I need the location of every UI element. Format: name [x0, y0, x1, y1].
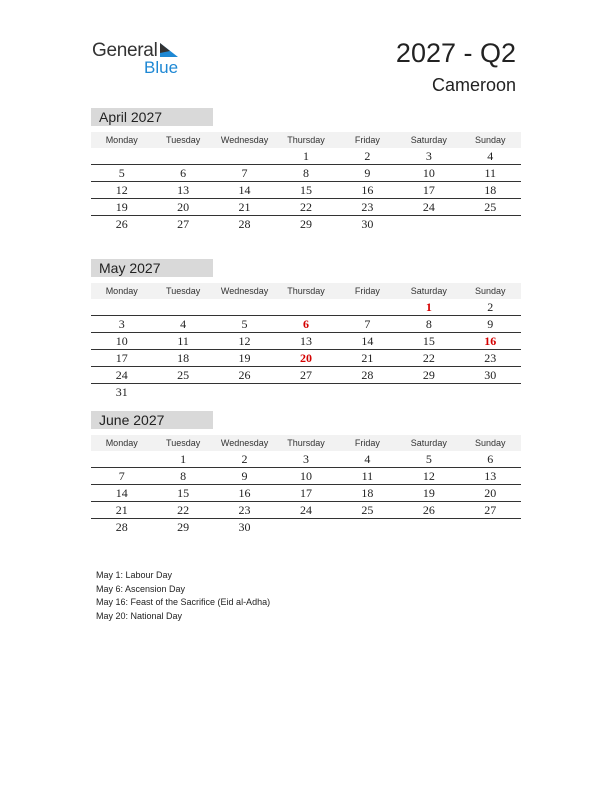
weekday-header: Friday	[337, 435, 398, 451]
day-cell: 16	[460, 333, 521, 350]
day-cell: 6	[460, 451, 521, 468]
logo-text-general: General	[92, 40, 158, 61]
weekday-header: Saturday	[398, 435, 459, 451]
day-cell: 3	[91, 316, 152, 333]
day-cell: 24	[398, 199, 459, 216]
day-cell: 22	[398, 350, 459, 367]
empty-day-cell	[398, 519, 459, 536]
day-cell: 23	[460, 350, 521, 367]
empty-day-cell	[275, 519, 336, 536]
weekday-header: Sunday	[460, 132, 521, 148]
weekday-header: Wednesday	[214, 132, 275, 148]
empty-day-cell	[152, 299, 213, 316]
day-cell: 6	[275, 316, 336, 333]
week-row	[91, 216, 521, 233]
day-cell: 27	[177, 217, 190, 231]
day-cell: 15	[152, 485, 213, 502]
day-cell: 21	[337, 350, 398, 367]
empty-day-cell	[460, 216, 521, 233]
day-cell: 27	[275, 367, 336, 384]
empty-day-cell	[152, 384, 213, 401]
week-row	[91, 182, 521, 199]
page-title: 2027 - Q2	[395, 38, 516, 68]
empty-day-cell	[214, 384, 275, 401]
empty-day-cell	[398, 384, 459, 401]
weekday-header: Wednesday	[214, 435, 275, 451]
day-cell: 18	[460, 182, 521, 199]
week-row	[91, 384, 521, 401]
weekday-header: Tuesday	[152, 283, 213, 299]
week-row	[91, 502, 521, 519]
weekday-header: Saturday	[398, 132, 459, 148]
day-cell: 19	[91, 199, 152, 216]
day-cell: 18	[337, 485, 398, 502]
day-cell: 8	[275, 165, 336, 182]
empty-day-cell	[398, 216, 459, 233]
day-cell: 8	[152, 468, 213, 485]
month-calendar-may	[91, 259, 521, 400]
empty-day-cell	[214, 148, 275, 165]
weekday-header: Wednesday	[214, 283, 275, 299]
day-cell: 17	[398, 182, 459, 199]
day-cell: 20	[460, 485, 521, 502]
empty-day-cell	[91, 148, 152, 165]
day-cell: 5	[91, 165, 152, 182]
empty-day-cell	[275, 299, 336, 316]
day-cell: 11	[152, 333, 213, 350]
day-cell: 26	[398, 502, 459, 519]
day-cell: 3	[398, 148, 459, 165]
country-name: Cameroon	[431, 75, 516, 95]
day-cell: 21	[214, 199, 275, 216]
day-cell: 9	[337, 165, 398, 182]
weekday-header: Thursday	[275, 435, 336, 451]
month-title: May 2027	[91, 259, 213, 277]
day-cell: 15	[275, 182, 336, 199]
empty-day-cell	[337, 299, 398, 316]
day-cell: 7	[91, 468, 152, 485]
holiday-note: May 16: Feast of the Sacrifice (Eid al-Adha)	[96, 597, 271, 607]
day-cell: 16	[337, 182, 398, 199]
day-cell: 28	[337, 367, 398, 384]
day-cell: 2	[214, 451, 275, 468]
holiday-note: May 6: Ascension Day	[96, 583, 186, 594]
day-cell: 23	[337, 199, 398, 216]
week-row	[91, 451, 521, 468]
logo-text-blue: Blue	[144, 58, 179, 77]
week-row	[91, 350, 521, 367]
empty-day-cell	[337, 519, 398, 536]
week-row	[91, 367, 521, 384]
weekday-header: Sunday	[460, 283, 521, 299]
day-cell: 12	[214, 333, 275, 350]
week-row	[91, 299, 521, 316]
day-cell: 5	[214, 316, 275, 333]
calendar-grid	[91, 435, 521, 535]
day-cell: 8	[398, 316, 459, 333]
day-cell: 17	[91, 350, 152, 367]
day-cell: 9	[460, 316, 521, 333]
empty-day-cell	[214, 299, 275, 316]
day-cell: 1	[152, 451, 213, 468]
day-cell: 24	[91, 367, 152, 384]
month-calendar-june	[91, 411, 521, 535]
day-cell: 23	[214, 502, 275, 519]
weekday-header: Tuesday	[152, 435, 213, 451]
day-cell: 13	[460, 468, 521, 485]
month-title: June 2027	[91, 411, 213, 429]
day-cell: 20	[152, 199, 213, 216]
day-cell: 4	[460, 148, 521, 165]
day-cell: 26	[214, 367, 275, 384]
weekday-header: Friday	[337, 283, 398, 299]
calendar-grid	[91, 132, 521, 232]
week-row	[91, 468, 521, 485]
weekday-header: Saturday	[398, 283, 459, 299]
week-row	[91, 148, 521, 165]
day-cell: 2	[337, 148, 398, 165]
day-cell: 3	[275, 451, 336, 468]
day-cell: 30	[460, 367, 521, 384]
day-cell: 4	[152, 316, 213, 333]
day-cell: 25	[337, 502, 398, 519]
weekday-header: Monday	[91, 283, 152, 299]
day-cell: 31	[115, 385, 128, 399]
day-cell: 29	[398, 367, 459, 384]
day-cell: 27	[460, 502, 521, 519]
day-cell: 19	[214, 350, 275, 367]
brand-logo	[92, 40, 192, 80]
holiday-note: May 20: National Day	[96, 610, 183, 621]
day-cell: 29	[299, 217, 312, 231]
weekday-header: Thursday	[275, 132, 336, 148]
empty-day-cell	[460, 384, 521, 401]
day-cell: 2	[460, 299, 521, 316]
day-cell: 28	[238, 217, 251, 231]
empty-day-cell	[275, 384, 336, 401]
weekday-header: Friday	[337, 132, 398, 148]
empty-day-cell	[337, 384, 398, 401]
day-cell: 30	[238, 520, 251, 534]
empty-day-cell	[152, 148, 213, 165]
day-cell: 22	[275, 199, 336, 216]
day-cell: 19	[398, 485, 459, 502]
day-cell: 22	[152, 502, 213, 519]
week-row	[91, 316, 521, 333]
day-cell: 29	[177, 520, 190, 534]
day-cell: 24	[275, 502, 336, 519]
day-cell: 26	[115, 217, 128, 231]
day-cell: 25	[460, 199, 521, 216]
day-cell: 17	[275, 485, 336, 502]
day-cell: 13	[152, 182, 213, 199]
empty-day-cell	[91, 299, 152, 316]
weekday-header: Sunday	[460, 435, 521, 451]
empty-day-cell	[91, 451, 152, 468]
day-cell: 21	[91, 502, 152, 519]
holiday-notes	[96, 569, 270, 623]
day-cell: 11	[337, 468, 398, 485]
day-cell: 14	[337, 333, 398, 350]
month-title: April 2027	[91, 108, 213, 126]
day-cell: 15	[398, 333, 459, 350]
weekday-header: Tuesday	[152, 132, 213, 148]
holiday-note: May 1: Labour Day	[96, 570, 173, 580]
week-row	[91, 199, 521, 216]
day-cell: 4	[337, 451, 398, 468]
day-cell: 6	[152, 165, 213, 182]
day-cell: 7	[337, 316, 398, 333]
day-cell: 1	[275, 148, 336, 165]
weekday-header: Thursday	[275, 283, 336, 299]
month-calendar-april	[91, 108, 521, 232]
week-row	[91, 333, 521, 350]
logo-flag-icon	[160, 43, 182, 59]
day-cell: 10	[91, 333, 152, 350]
day-cell: 5	[398, 451, 459, 468]
day-cell: 18	[152, 350, 213, 367]
day-cell: 30	[361, 217, 374, 231]
day-cell: 12	[398, 468, 459, 485]
day-cell: 16	[214, 485, 275, 502]
day-cell: 14	[91, 485, 152, 502]
empty-day-cell	[460, 519, 521, 536]
weekday-header: Monday	[91, 435, 152, 451]
day-cell: 20	[275, 350, 336, 367]
week-row	[91, 519, 521, 536]
day-cell: 1	[398, 299, 459, 316]
day-cell: 28	[115, 520, 128, 534]
week-row	[91, 485, 521, 502]
day-cell: 12	[91, 182, 152, 199]
week-row	[91, 165, 521, 182]
calendar-grid	[91, 283, 521, 400]
day-cell: 13	[275, 333, 336, 350]
day-cell: 11	[460, 165, 521, 182]
day-cell: 25	[152, 367, 213, 384]
day-cell: 7	[214, 165, 275, 182]
day-cell: 10	[398, 165, 459, 182]
weekday-header: Monday	[91, 132, 152, 148]
day-cell: 9	[214, 468, 275, 485]
day-cell: 10	[275, 468, 336, 485]
day-cell: 14	[214, 182, 275, 199]
